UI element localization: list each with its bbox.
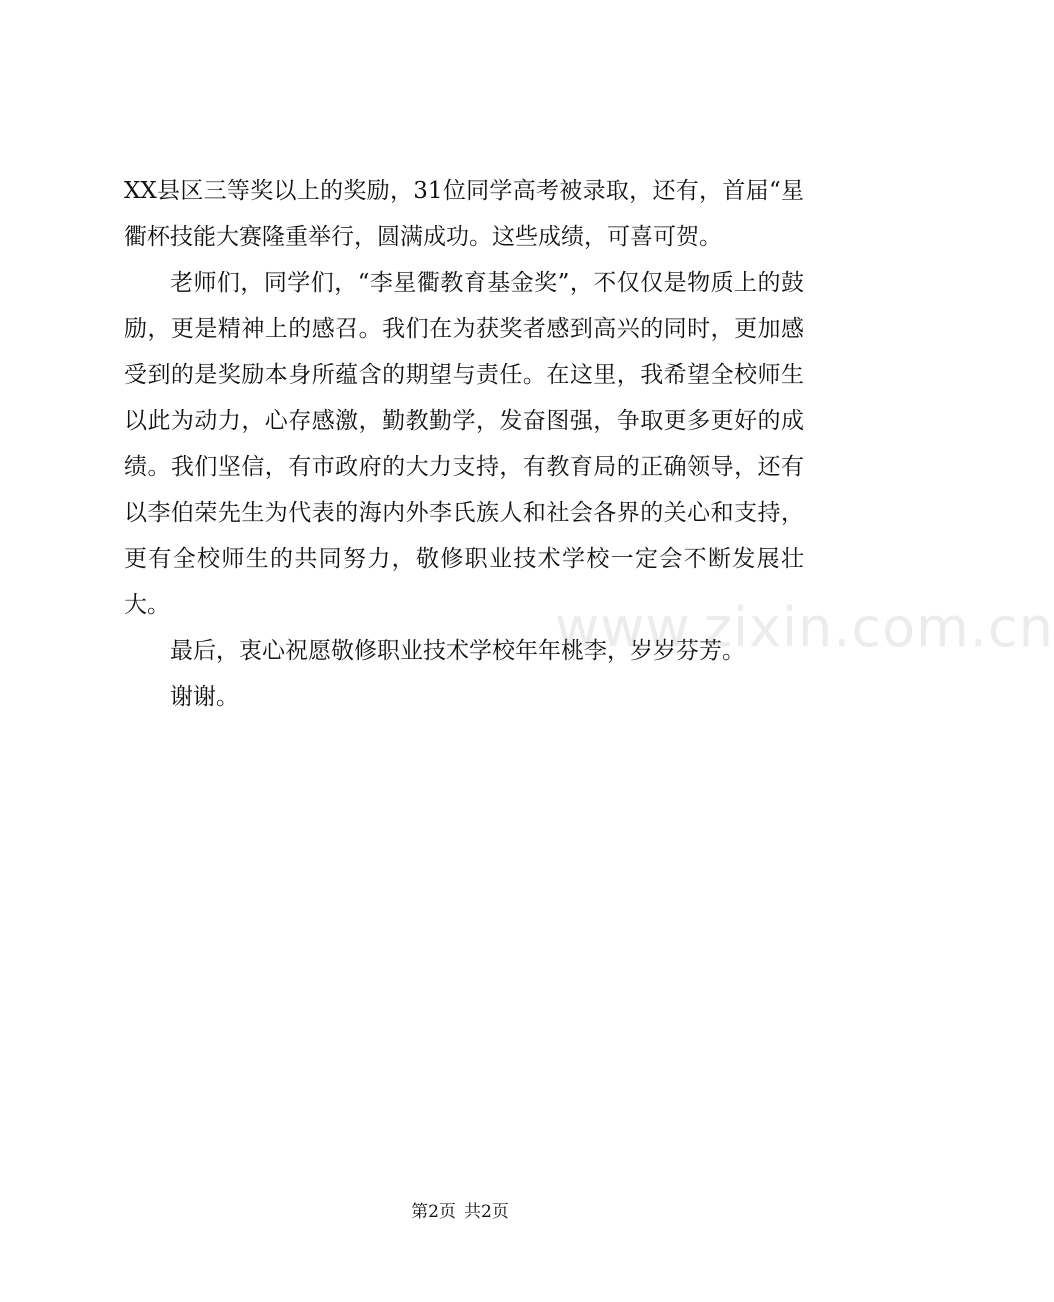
page-number-current: 第2页	[411, 1202, 456, 1222]
paragraph-teachers-students: 老师们，同学们，“李星衢教育基金奖”，不仅仅是物质上的鼓励，更是精神上的感召。我们在为获奖者感到高兴的同时，更加感受到的是奖励本身所蕴含的期望与责任。在这里，我希望全校师生以此为动力，心存感激，勤教勤学，发奋图强，争取更多更好的成绩。我们坚信，有市政府的大力支持，有教育局的正确领导，还有以李伯荣先生为代表的海内外李氏族人和社会各界的关心和支持，更有全校师生的共同努力，敬修职业技术学校一定会不断发展壮大。	[124, 270, 804, 618]
paragraph-thanks: 谢谢。	[170, 684, 239, 710]
paragraph-continued: XX县区三等奖以上的奖励，31位同学高考被录取，还有，首届“星衢杯技能大赛隆重举行，圆满成功。这些成绩，可喜可贺。	[124, 178, 804, 250]
paragraph-closing-wishes: 最后，衷心祝愿敬修职业技术学校年年桃李，岁岁芬芳。	[170, 638, 745, 664]
page-number-total: 共2页	[464, 1202, 509, 1222]
page-footer	[0, 1200, 920, 1224]
site-watermark: www.zixin.com.cn	[555, 596, 1054, 659]
document-body	[124, 168, 804, 720]
